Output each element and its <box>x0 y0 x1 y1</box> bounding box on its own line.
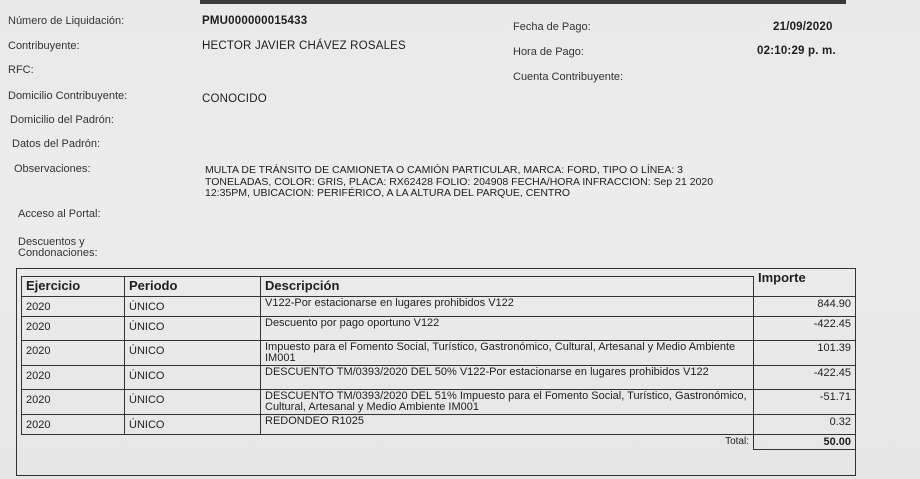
table-row <box>22 390 856 415</box>
numero-liquidacion-label: Número de Liquidación: <box>8 15 125 27</box>
domicilio-contribuyente-label: Domicilio Contribuyente: <box>8 90 128 102</box>
descuentos-label-line2: Condonaciones: <box>18 247 98 259</box>
table-row <box>22 341 856 366</box>
table-row <box>22 366 856 390</box>
contribuyente-value: HECTOR JAVIER CHÁVEZ ROSALES <box>202 40 406 52</box>
hora-pago-value: 02:10:29 p. m. <box>757 45 836 57</box>
descuentos-label-line1: Descuentos y <box>18 236 85 248</box>
cell-ejercicio: 2020 <box>22 317 125 341</box>
cell-periodo: ÚNICO <box>125 390 261 415</box>
conceptos-table-frame <box>16 268 856 476</box>
contribuyente-label: Contribuyente: <box>8 40 80 52</box>
cell-periodo: ÚNICO <box>125 297 261 317</box>
cell-importe: 101.39 <box>754 341 856 366</box>
domicilio-contribuyente-value: CONOCIDO <box>202 93 267 105</box>
hora-pago-label: Hora de Pago: <box>513 46 584 58</box>
rfc-label: RFC: <box>8 64 34 76</box>
table-row <box>22 317 856 341</box>
fecha-pago-value: 21/09/2020 <box>773 21 833 33</box>
cell-descripcion: Impuesto para el Fomento Social, Turístico, Gastronómico, Cultural, Artesanal y Medio Ambiente IM001 <box>261 341 754 366</box>
cell-ejercicio: 2020 <box>22 390 125 415</box>
cell-periodo: ÚNICO <box>125 366 261 390</box>
column-header-importe: Importe <box>754 269 856 289</box>
column-header-periodo: Periodo <box>125 277 261 297</box>
observaciones-value: MULTA DE TRÁNSITO DE CAMIONETA O CAMIÓN PARTICULAR, MARCA: FORD, TIPO O LÍNEA: 3 TONELADAS, COLOR: GRIS, PLACA: RX62428 FOLIO: 204908 FECHA/HORA INFRACCION: Sep 21 2020 12:35PM, UBICACION: PERIFÉRICO, A LA ALTURA DEL PARQUE, CENTRO <box>205 164 714 199</box>
cell-importe: -422.45 <box>754 317 856 341</box>
table-row <box>22 297 856 317</box>
cell-importe: 844.90 <box>754 297 856 317</box>
domicilio-padron-label: Domicilio del Padrón: <box>10 114 114 126</box>
cell-descripcion: V122-Por estacionarse en lugares prohibidos V122 <box>261 297 754 317</box>
total-value: 50.00 <box>754 435 856 450</box>
acceso-portal-label: Acceso al Portal: <box>18 208 101 220</box>
cell-periodo: ÚNICO <box>125 341 261 366</box>
fecha-pago-label: Fecha de Pago: <box>513 21 591 33</box>
observaciones-label: Observaciones: <box>14 163 91 175</box>
numero-liquidacion-value: PMU000000015433 <box>202 15 308 27</box>
cell-periodo: ÚNICO <box>125 415 261 435</box>
cell-descripcion: Descuento por pago oportuno V122 <box>261 317 754 341</box>
cell-ejercicio: 2020 <box>22 415 125 435</box>
cell-descripcion: DESCUENTO TM/0393/2020 DEL 51% Impuesto para el Fomento Social, Turístico, Gastronómico, Cultural, Artesanal y Medio Ambiente IM001 <box>261 390 754 415</box>
cell-periodo: ÚNICO <box>125 317 261 341</box>
conceptos-table <box>21 269 856 450</box>
column-header-ejercicio: Ejercicio <box>22 277 125 297</box>
table-header-row <box>22 277 856 297</box>
column-header-descripcion: Descripción <box>261 277 754 297</box>
total-label: Total: <box>725 436 749 447</box>
table-row <box>22 415 856 435</box>
cell-ejercicio: 2020 <box>22 341 125 366</box>
cuenta-contribuyente-label: Cuenta Contribuyente: <box>513 71 624 83</box>
cell-descripcion: DESCUENTO TM/0393/2020 DEL 50% V122-Por estacionarse en lugares prohibidos V122 <box>261 366 754 390</box>
cell-descripcion: REDONDEO R1025 <box>261 415 754 435</box>
cell-importe: 0.32 <box>754 415 856 435</box>
datos-padron-label: Datos del Padrón: <box>12 138 101 150</box>
cell-importe: -422.45 <box>754 366 856 390</box>
top-border <box>200 0 846 4</box>
total-row <box>22 435 856 450</box>
cell-importe: -51.71 <box>754 390 856 415</box>
cell-ejercicio: 2020 <box>22 297 125 317</box>
cell-ejercicio: 2020 <box>22 366 125 390</box>
